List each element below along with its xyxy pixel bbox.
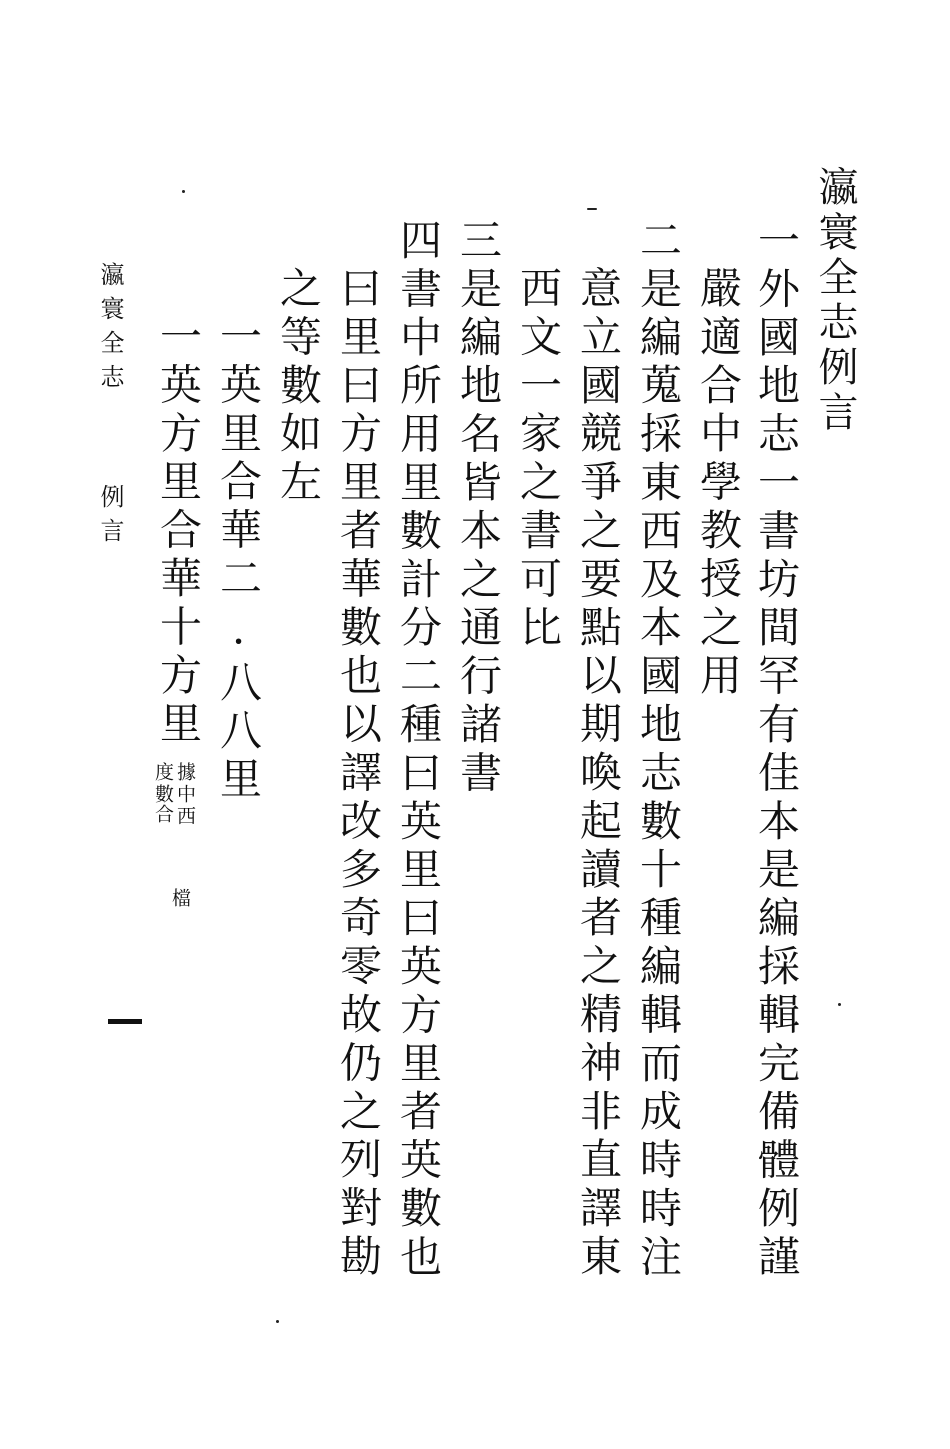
- note-line-right: 據中西: [174, 762, 196, 828]
- text-column-1: 一外國地志一書坊間罕有佳本是編採輯完備體例謹: [752, 218, 801, 1283]
- note-line-left-2: 合: [152, 804, 174, 826]
- text-column-5: 西文一家之書可比: [514, 266, 563, 654]
- text-column-3: 二是編蒐採東西及本國地志數十種編輯而成時時注: [634, 218, 683, 1283]
- text-column-11: 一英方里合華十方里: [154, 314, 203, 750]
- page-number: [108, 1015, 142, 1027]
- scan-speck: [182, 190, 185, 193]
- page-title: 瀛寰全志例言: [812, 166, 858, 436]
- text-column-7: 四書中所用里數計分二種曰英里曰英方里者英數也: [394, 218, 443, 1283]
- note-line-end: 檔: [169, 888, 191, 910]
- scan-speck: [276, 1320, 279, 1323]
- note-line-left: 度數: [152, 762, 174, 806]
- running-header-book-title: 瀛寰全志: [96, 262, 124, 398]
- text-column-4: 意立國競爭之要點以期喚起讀者之精神非直譯東: [574, 266, 623, 1283]
- text-column-10: 一英里合華二.八八里: [214, 314, 263, 805]
- text-column-9: 之等數如左: [274, 266, 323, 508]
- page-number-mark: [108, 1019, 142, 1024]
- text-column-8: 曰里曰方里者華數也以譯改多奇零故仍之列對勘: [334, 266, 383, 1283]
- text-column-6: 三是編地名皆本之通行諸書: [454, 218, 503, 799]
- text-column-2: 嚴適合中學教授之用: [694, 266, 743, 702]
- running-header-section: 例言: [96, 484, 124, 552]
- scan-speck: [587, 208, 597, 210]
- scan-speck: [838, 1003, 841, 1006]
